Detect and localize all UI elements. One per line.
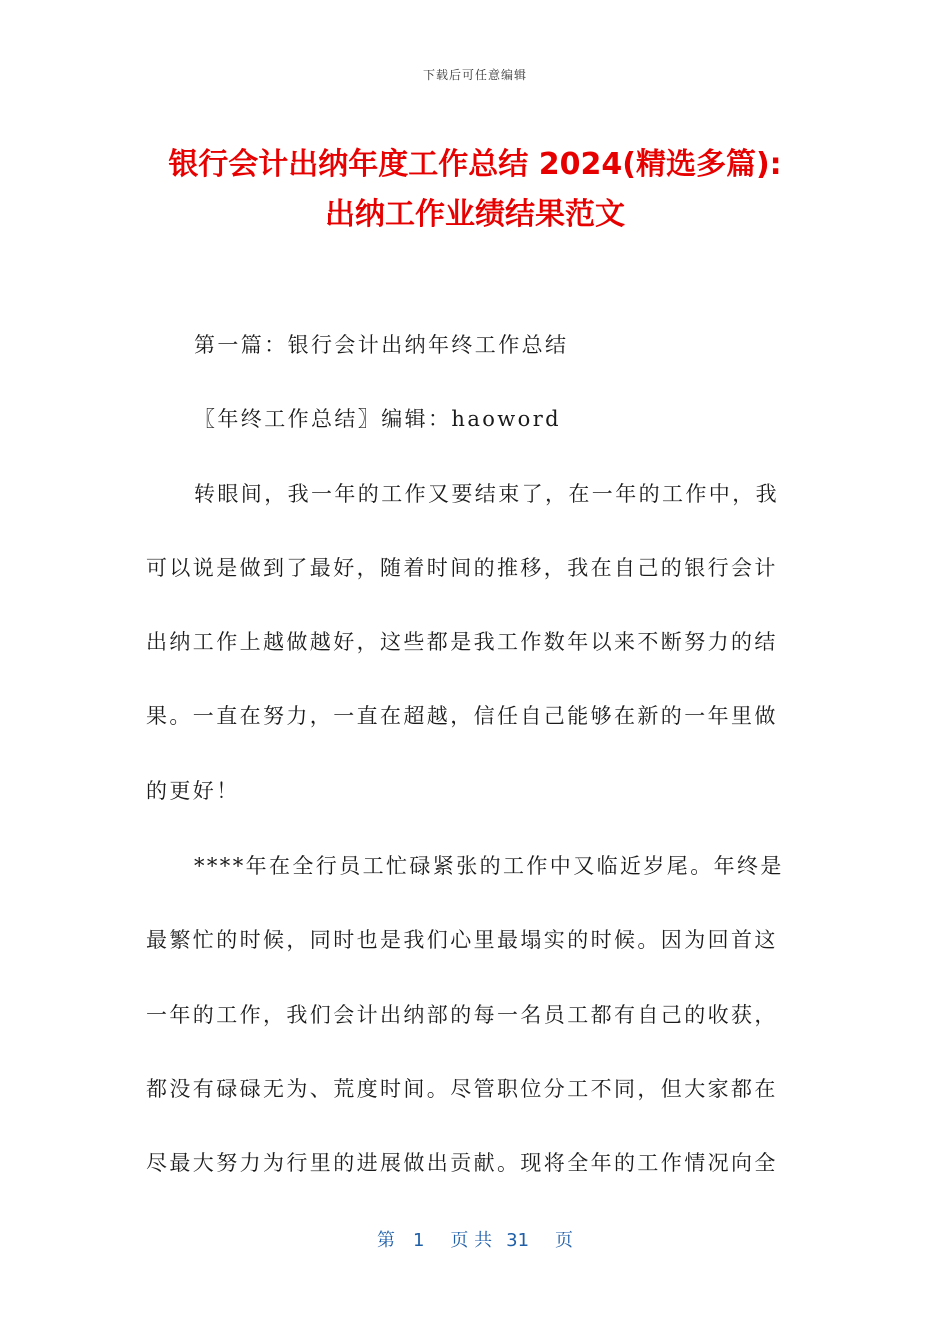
section-heading: 第一篇：银行会计出纳年终工作总结 [194, 333, 569, 357]
current-page-number: 1 [412, 1230, 425, 1251]
paragraph-line: 可以说是做到了最好，随着时间的推移，我在自己的银行会计 [146, 556, 778, 580]
footer-prefix: 第 [376, 1230, 395, 1251]
paragraph-line: 转眼间，我一年的工作又要结束了，在一年的工作中，我 [194, 482, 779, 506]
footer-middle: 页 共 [450, 1230, 493, 1251]
title-line-1: 银行会计出纳年度工作总结 2024(精选多篇): [168, 147, 782, 182]
document-title [120, 140, 830, 240]
editor-line: 〖年终工作总结〗编辑：haoword [194, 407, 561, 431]
paragraph-line: 一年的工作，我们会计出纳部的每一名员工都有自己的收获， [146, 1003, 778, 1027]
paragraph-line: ****年在全行员工忙碌紧张的工作中又临近岁尾。年终是 [194, 854, 784, 878]
total-pages-number: 31 [506, 1230, 530, 1251]
paragraph-line: 最繁忙的时候，同时也是我们心里最塌实的时候。因为回首这 [146, 928, 778, 952]
paragraph-line: 果。一直在努力，一直在超越，信任自己能够在新的一年里做 [146, 704, 778, 728]
paragraph-line: 的更好！ [146, 779, 240, 803]
paragraph-line: 尽最大努力为行里的进展做出贡献。现将全年的工作情况向全 [146, 1151, 778, 1175]
page-footer [0, 1226, 950, 1252]
header-note: 下载后可任意编辑 [422, 68, 527, 82]
paragraph-line: 都没有碌碌无为、荒度时间。尽管职位分工不同，但大家都在 [146, 1077, 778, 1101]
title-line-2: 出纳工作业绩结果范文 [325, 197, 625, 232]
paragraph-line: 出纳工作上越做越好，这些都是我工作数年以来不断努力的结 [146, 630, 778, 654]
footer-suffix: 页 [555, 1230, 574, 1251]
